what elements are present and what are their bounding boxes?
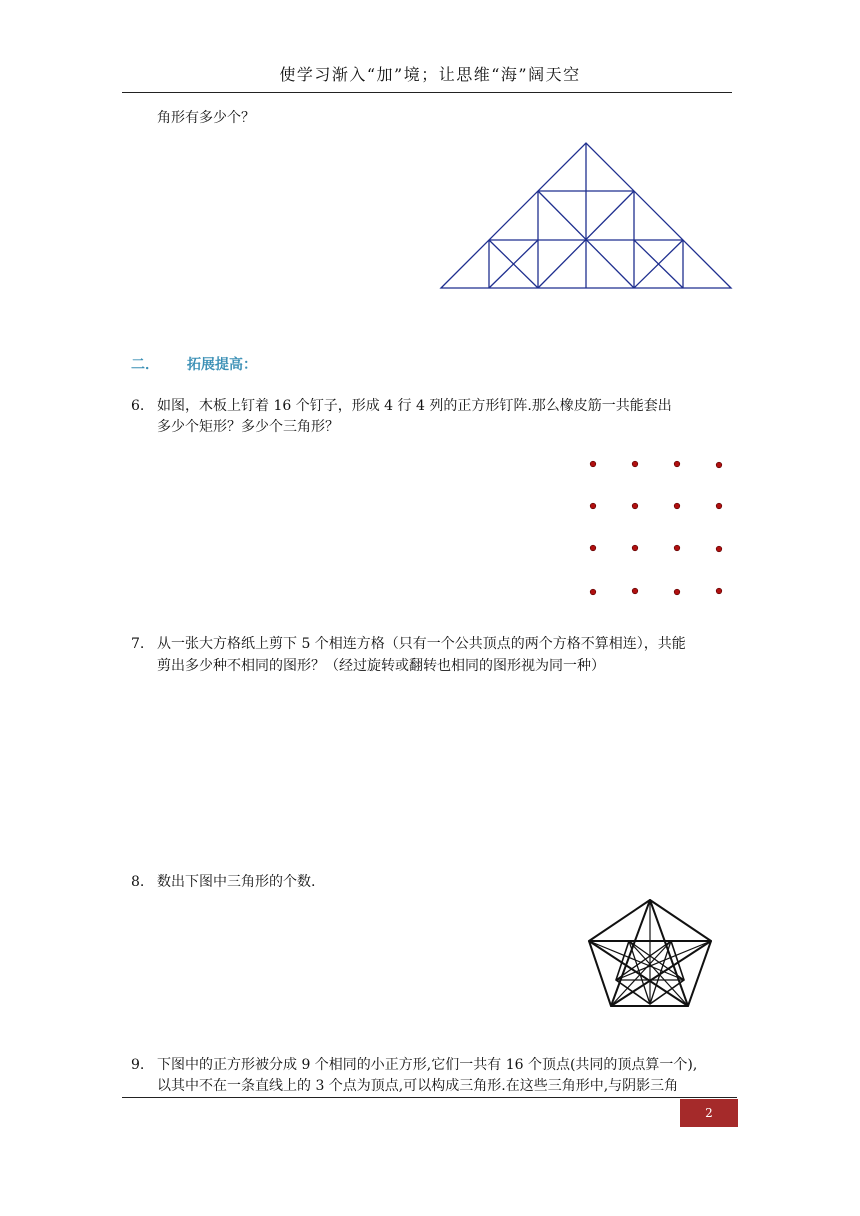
question-text: 数出下图中三角形的个数. (157, 874, 316, 890)
question-text: 下图中的正方形被分成 9 个相同的小正方形,它们一共有 16 个顶点(共同的顶点算一个), (157, 1057, 698, 1073)
section-title: 拓展提高： (187, 357, 257, 373)
continuation-text: 角形有多少个？ (157, 110, 255, 126)
question-text: 多少个矩形？多少个三角形？ (157, 419, 339, 435)
page-header-title: 使学习渐入“加”境；让思维“海”阔天空 (279, 65, 581, 84)
question-text: 从一张大方格纸上剪下 5 个相连方格（只有一个公共顶点的两个方格不算相连），共能 (157, 636, 686, 652)
question-number: 7. (131, 636, 145, 652)
question-number: 9. (131, 1057, 145, 1073)
question-number: 8. (131, 874, 145, 890)
page-number: 2 (680, 1099, 738, 1127)
section-number: 二． (131, 357, 159, 373)
footer-rule (122, 1097, 737, 1098)
question-text: 以其中不在一条直线上的 3 个点为顶点,可以构成三角形.在这些三角形中,与阴影三角 (157, 1078, 679, 1094)
question-text: 如图，木板上钉着 16 个钉子，形成 4 行 4 列的正方形钉阵.那么橡皮筋一共能套出 (157, 398, 672, 414)
question-number: 6. (131, 398, 145, 414)
question-text: 剪出多少种不相同的图形？（经过旋转或翻转也相同的图形视为同一种） (157, 658, 605, 674)
